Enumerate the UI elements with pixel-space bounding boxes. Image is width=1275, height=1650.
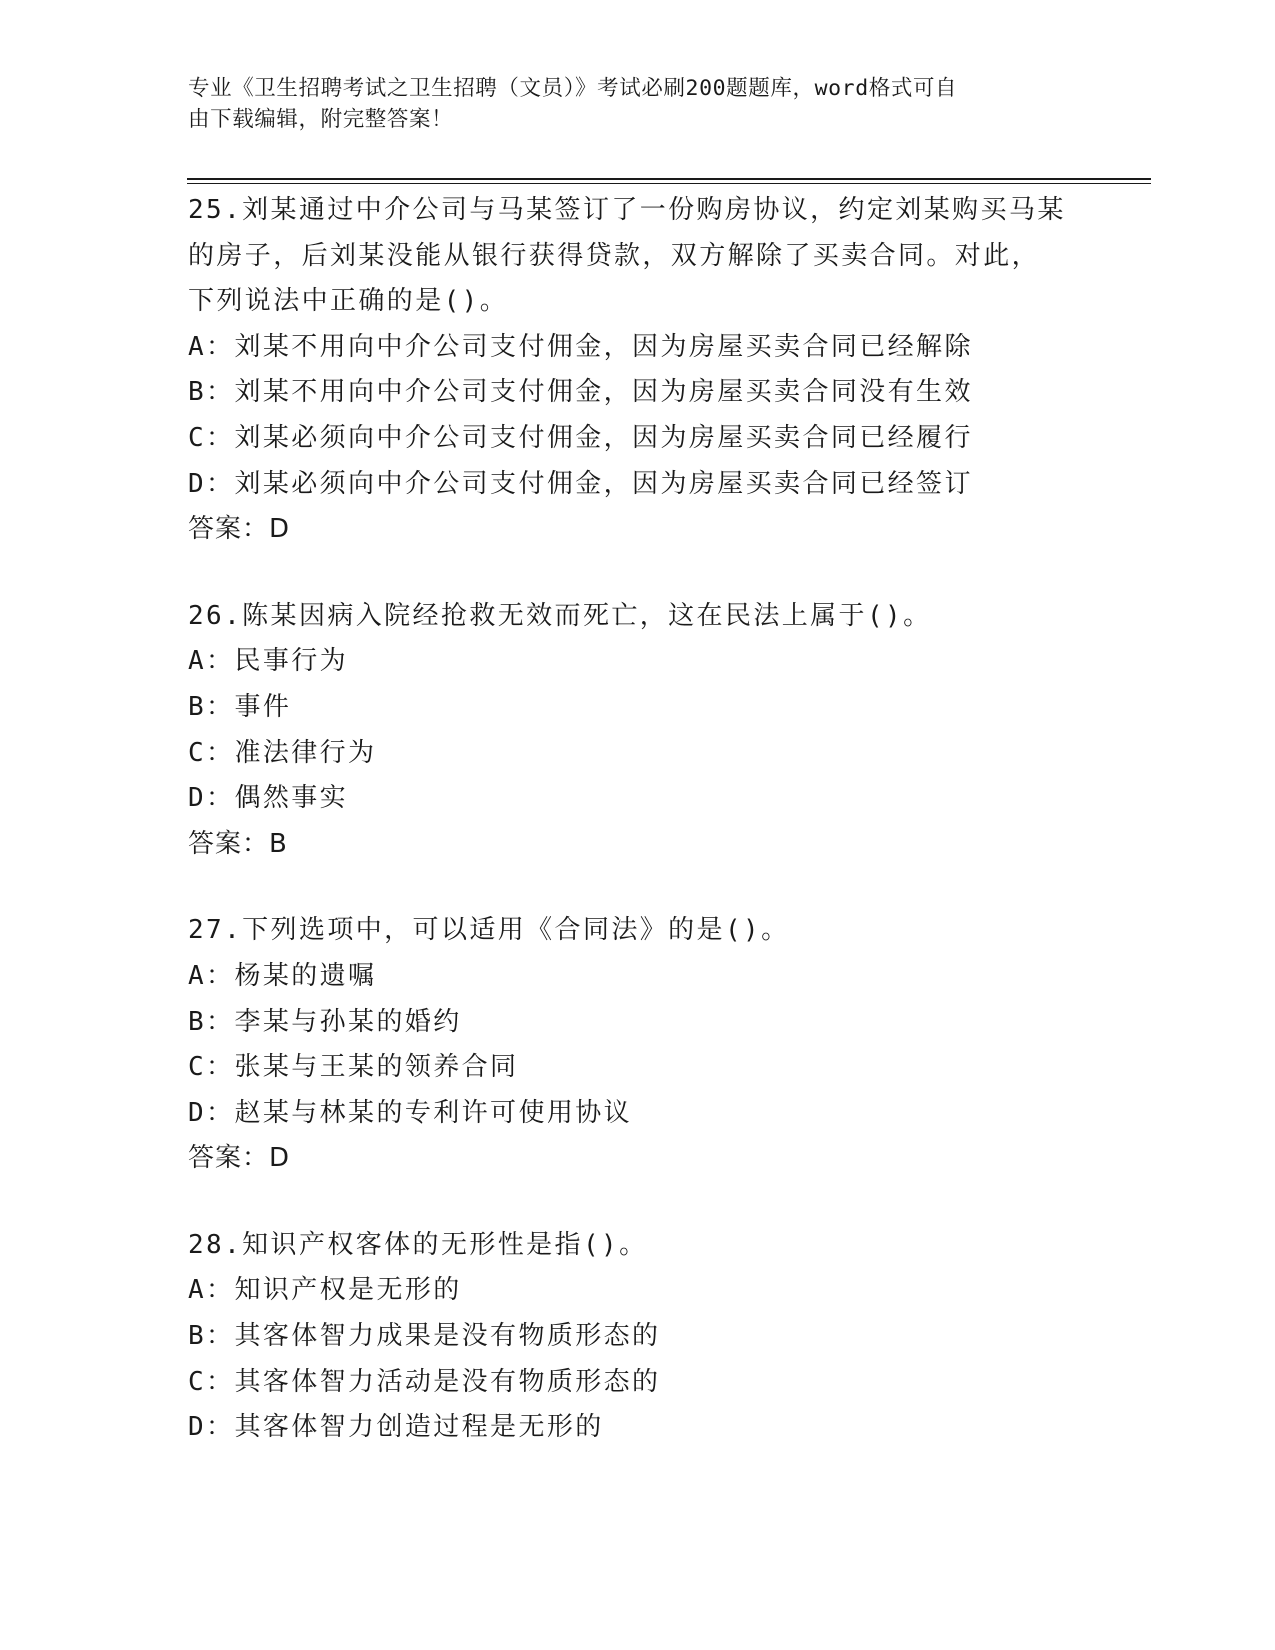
option-d: D：其客体智力创造过程是无形的 <box>188 1412 604 1443</box>
option-a: A：杨某的遗嘱 <box>188 960 377 991</box>
option-b: B：李某与孙某的婚约 <box>188 1006 462 1037</box>
option-b: B：事件 <box>188 691 292 722</box>
option-a: A：知识产权是无形的 <box>188 1275 462 1306</box>
option-a: A：民事行为 <box>188 646 349 677</box>
question-26 <box>188 594 1148 868</box>
answer-line: 答案：D <box>188 514 291 545</box>
header-rule-thin <box>187 183 1151 184</box>
question-text-line: 25.刘某通过中介公司与马某签订了一份购房协议，约定刘某购买马某 <box>188 195 1066 225</box>
question-27 <box>188 908 1148 1182</box>
header-line-2: 由下载编辑，附完整答案！ <box>188 107 454 132</box>
option-d: D：赵某与林某的专利许可使用协议 <box>188 1097 633 1128</box>
option-c: C：张某与王某的领养合同 <box>188 1052 519 1083</box>
header-rule-thick <box>187 178 1151 180</box>
question-28 <box>188 1223 1148 1451</box>
option-b: B：刘某不用向中介公司支付佣金，因为房屋买卖合同没有生效 <box>188 377 973 408</box>
option-a: A：刘某不用向中介公司支付佣金，因为房屋买卖合同已经解除 <box>188 331 973 362</box>
question-text-line: 28.知识产权客体的无形性是指()。 <box>188 1229 648 1260</box>
option-b: B：其客体智力成果是没有物质形态的 <box>188 1321 661 1352</box>
option-d: D：偶然事实 <box>188 783 349 814</box>
option-c: C：准法律行为 <box>188 737 377 768</box>
question-text-line: 27.下列选项中，可以适用《合同法》的是()。 <box>188 915 790 946</box>
document-header <box>188 73 1068 135</box>
header-line-1: 专业《卫生招聘考试之卫生招聘（文员）》考试必刷200题题库，word格式可自 <box>188 76 958 101</box>
question-list <box>188 188 1148 1492</box>
answer-line: 答案：D <box>188 1143 291 1174</box>
question-text-line: 26.陈某因病入院经抢救无效而死亡，这在民法上属于()。 <box>188 600 932 631</box>
option-d: D：刘某必须向中介公司支付佣金，因为房屋买卖合同已经签订 <box>188 468 973 499</box>
question-25 <box>188 188 1148 553</box>
option-c: C：刘某必须向中介公司支付佣金，因为房屋买卖合同已经履行 <box>188 422 973 453</box>
answer-line: 答案：B <box>188 828 288 859</box>
question-text-line: 下列说法中正确的是()。 <box>188 286 509 317</box>
question-text-line: 的房子，后刘某没能从银行获得贷款，双方解除了买卖合同。对此， <box>188 240 1041 271</box>
option-c: C：其客体智力活动是没有物质形态的 <box>188 1366 661 1397</box>
